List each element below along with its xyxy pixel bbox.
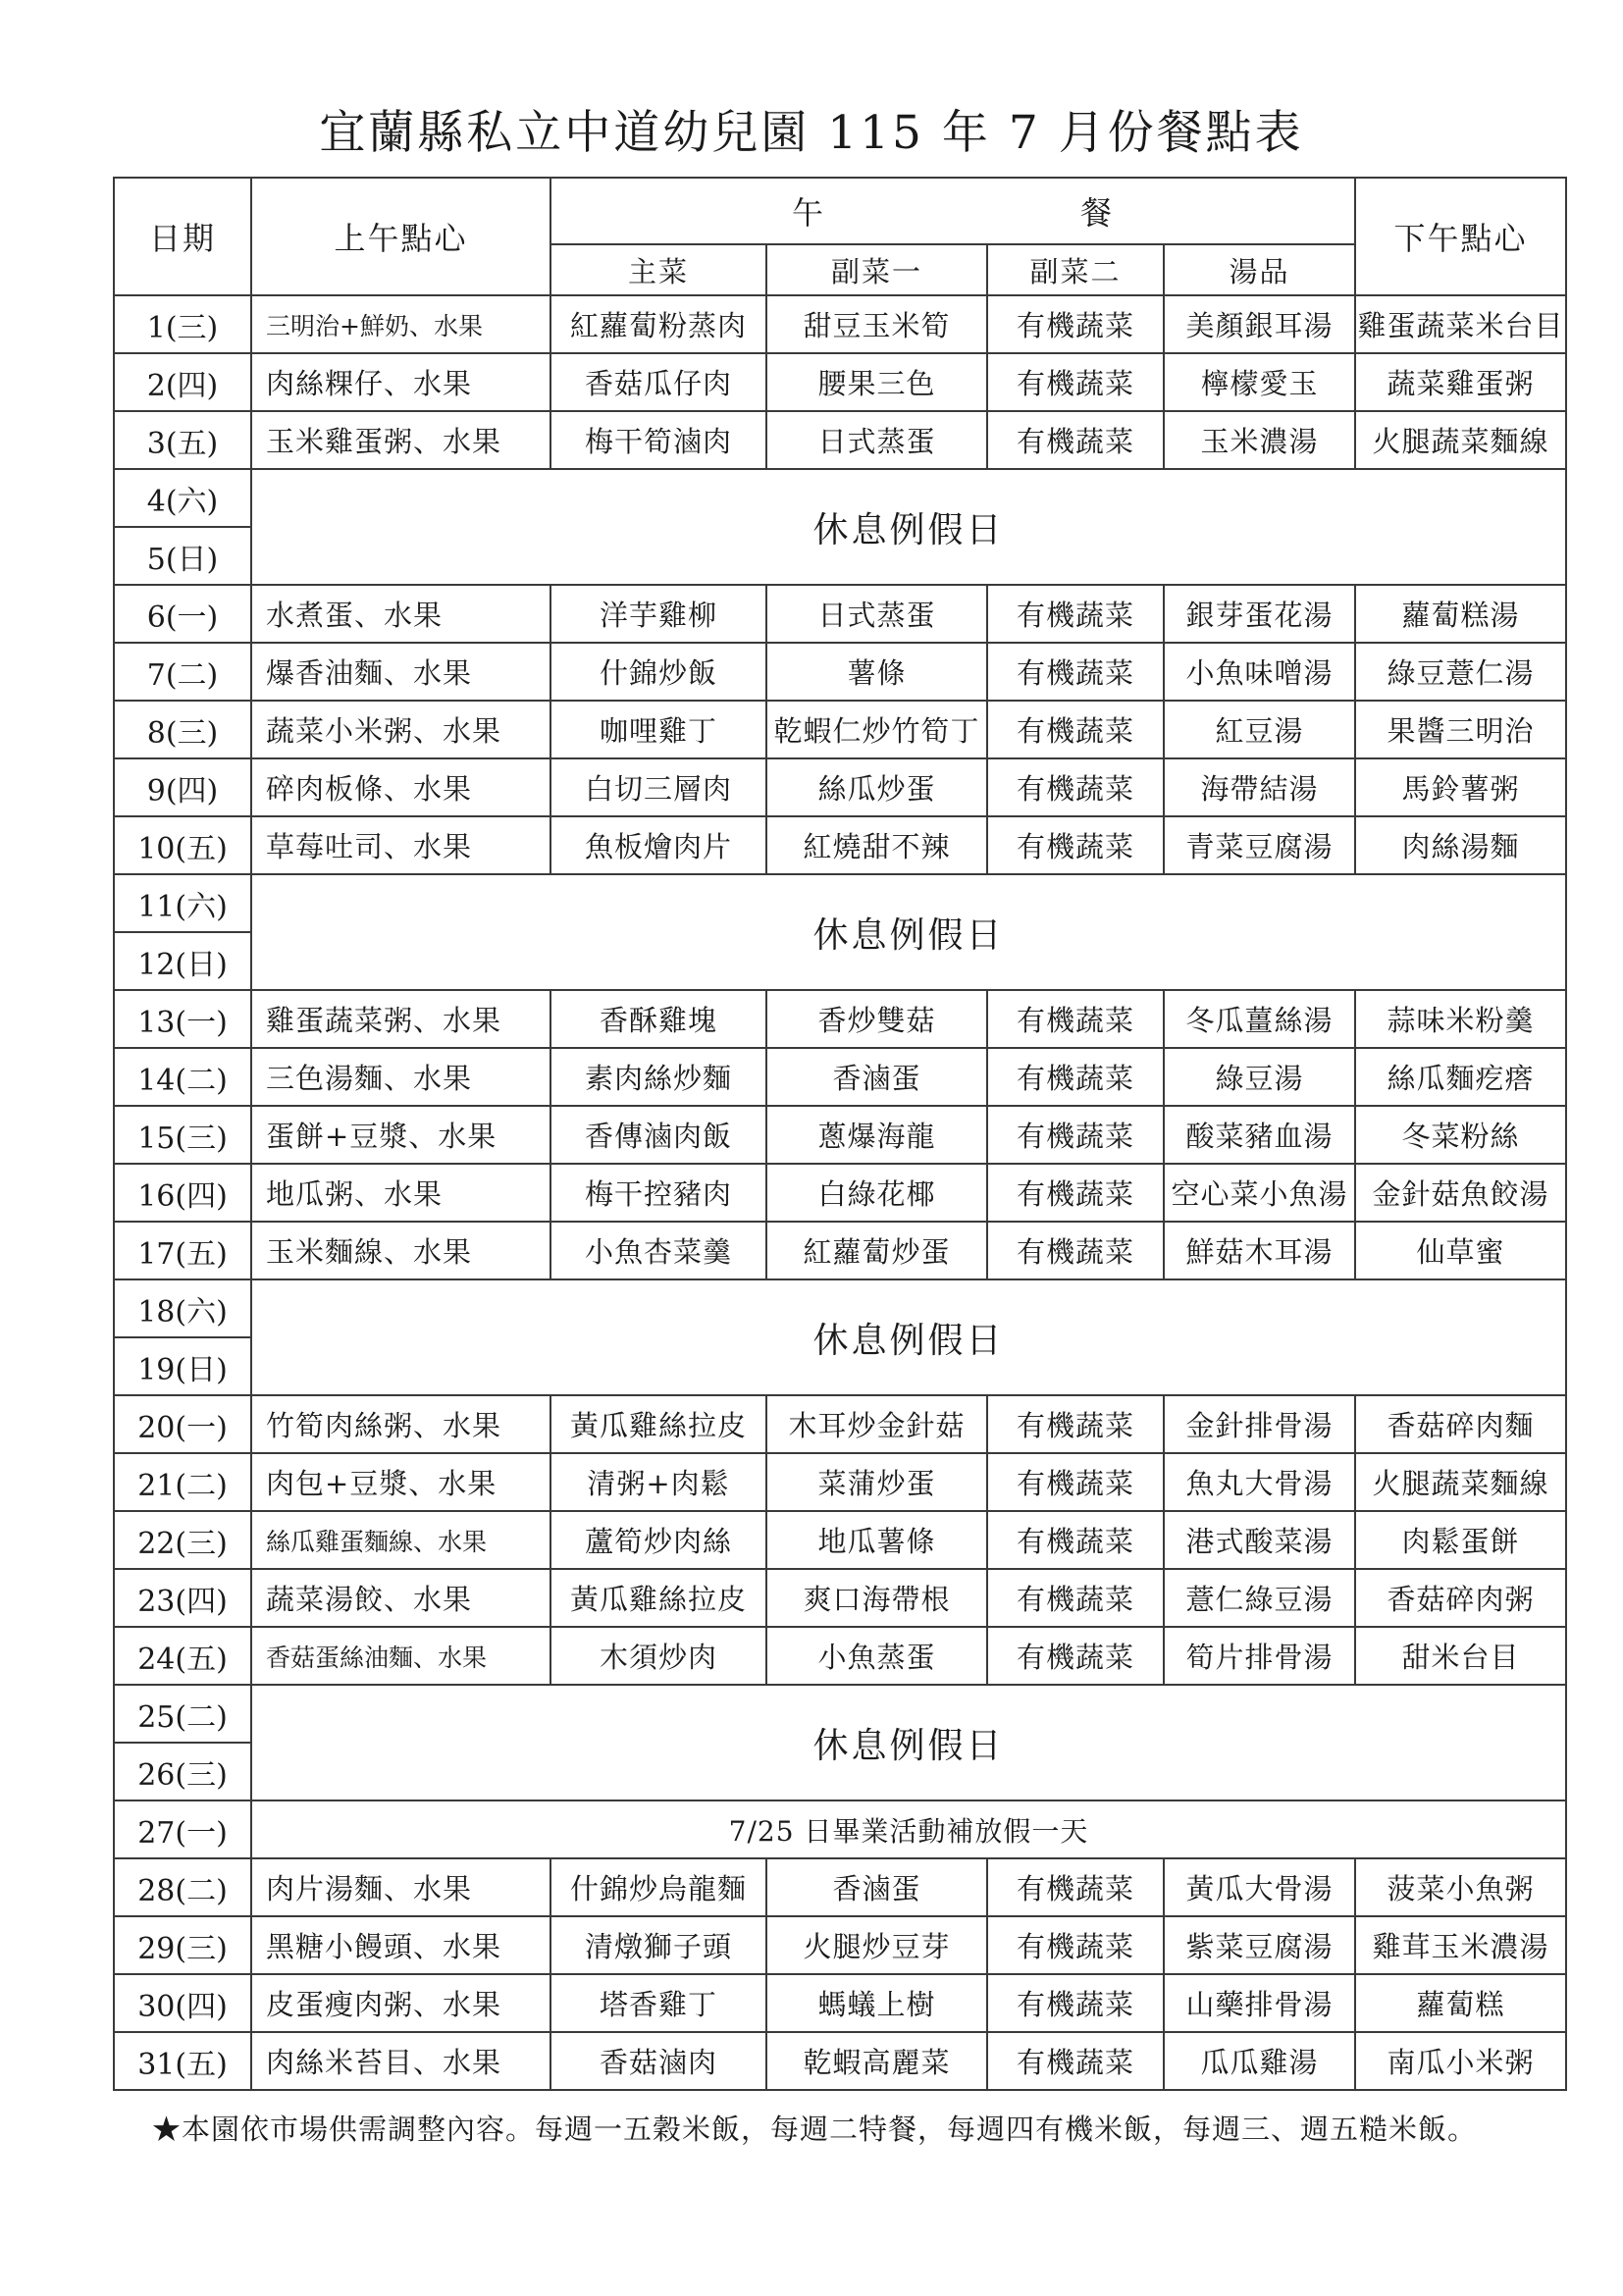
date-cell: 25(二)	[114, 1685, 251, 1743]
date-cell: 21(二)	[114, 1453, 251, 1511]
side-dish-one-cell: 蔥爆海龍	[766, 1106, 987, 1164]
main-dish-cell: 什錦炒飯	[550, 643, 766, 701]
table-row	[114, 990, 1566, 1048]
side-dish-one-cell: 火腿炒豆芽	[766, 1916, 987, 1974]
side-dish-two-cell: 有機蔬菜	[987, 1858, 1164, 1916]
header-lunch	[550, 178, 1355, 244]
main-dish-cell: 梅干筍滷肉	[550, 411, 766, 469]
side-dish-one-cell: 紅燒甜不辣	[766, 816, 987, 874]
am-snack-cell: 蛋餅+豆漿、水果	[251, 1106, 550, 1164]
holiday-row	[114, 1279, 1566, 1337]
table-row	[114, 1858, 1566, 1916]
pm-snack-cell: 火腿蔬菜麵線	[1355, 1453, 1566, 1511]
am-snack-cell: 香菇蛋絲油麵、水果	[251, 1627, 550, 1685]
pm-snack-cell: 綠豆薏仁湯	[1355, 643, 1566, 701]
soup-cell: 紅豆湯	[1164, 701, 1355, 758]
main-dish-cell: 蘆筍炒肉絲	[550, 1511, 766, 1569]
holiday-label: 休息例假日	[251, 469, 1566, 585]
main-dish-cell: 木須炒肉	[550, 1627, 766, 1685]
notice-row	[114, 1800, 1566, 1858]
soup-cell: 筍片排骨湯	[1164, 1627, 1355, 1685]
soup-cell: 檸檬愛玉	[1164, 353, 1355, 411]
soup-cell: 小魚味噌湯	[1164, 643, 1355, 701]
side-dish-two-cell: 有機蔬菜	[987, 758, 1164, 816]
am-snack-cell: 草莓吐司、水果	[251, 816, 550, 874]
side-dish-two-cell: 有機蔬菜	[987, 1511, 1164, 1569]
side-dish-two-cell: 有機蔬菜	[987, 1048, 1164, 1106]
side-dish-one-cell: 白綠花椰	[766, 1164, 987, 1222]
date-cell: 7(二)	[114, 643, 251, 701]
am-snack-cell: 肉絲粿仔、水果	[251, 353, 550, 411]
am-snack-cell: 三色湯麵、水果	[251, 1048, 550, 1106]
side-dish-two-cell: 有機蔬菜	[987, 1222, 1164, 1279]
header-date: 日期	[114, 178, 251, 295]
footnote: ★本園依市場供需調整內容。每週一五穀米飯，每週二特餐，每週四有機米飯，每週三、週五糙米飯。	[152, 2113, 1478, 2146]
meal-table-body	[114, 295, 1566, 2090]
side-dish-one-cell: 爽口海帶根	[766, 1569, 987, 1627]
notice-label: 7/25 日畢業活動補放假一天	[251, 1800, 1566, 1858]
header-am-snack: 上午點心	[251, 178, 550, 295]
date-cell: 12(日)	[114, 932, 251, 990]
am-snack-cell: 雞蛋蔬菜粥、水果	[251, 990, 550, 1048]
side-dish-two-cell: 有機蔬菜	[987, 701, 1164, 758]
soup-cell: 魚丸大骨湯	[1164, 1453, 1355, 1511]
am-snack-cell: 玉米雞蛋粥、水果	[251, 411, 550, 469]
date-cell: 11(六)	[114, 874, 251, 932]
side-dish-two-cell: 有機蔬菜	[987, 1627, 1164, 1685]
side-dish-two-cell: 有機蔬菜	[987, 990, 1164, 1048]
am-snack-cell: 水煮蛋、水果	[251, 585, 550, 643]
am-snack-cell: 蔬菜小米粥、水果	[251, 701, 550, 758]
table-row	[114, 701, 1566, 758]
pm-snack-cell: 蘿蔔糕湯	[1355, 585, 1566, 643]
side-dish-one-cell: 薯條	[766, 643, 987, 701]
date-cell: 14(二)	[114, 1048, 251, 1106]
date-cell: 18(六)	[114, 1279, 251, 1337]
soup-cell: 金針排骨湯	[1164, 1395, 1355, 1453]
soup-cell: 薏仁綠豆湯	[1164, 1569, 1355, 1627]
side-dish-one-cell: 菜蒲炒蛋	[766, 1453, 987, 1511]
side-dish-one-cell: 日式蒸蛋	[766, 411, 987, 469]
am-snack-cell: 地瓜粥、水果	[251, 1164, 550, 1222]
pm-snack-cell: 南瓜小米粥	[1355, 2032, 1566, 2090]
main-dish-cell: 黃瓜雞絲拉皮	[550, 1395, 766, 1453]
main-dish-cell: 咖哩雞丁	[550, 701, 766, 758]
main-dish-cell: 香酥雞塊	[550, 990, 766, 1048]
side-dish-two-cell: 有機蔬菜	[987, 353, 1164, 411]
date-cell: 3(五)	[114, 411, 251, 469]
date-cell: 29(三)	[114, 1916, 251, 1974]
date-cell: 4(六)	[114, 469, 251, 527]
date-cell: 16(四)	[114, 1164, 251, 1222]
holiday-label: 休息例假日	[251, 1685, 1566, 1800]
pm-snack-cell: 馬鈴薯粥	[1355, 758, 1566, 816]
table-row	[114, 411, 1566, 469]
side-dish-one-cell: 地瓜薯條	[766, 1511, 987, 1569]
pm-snack-cell: 蒜味米粉羹	[1355, 990, 1566, 1048]
side-dish-two-cell: 有機蔬菜	[987, 1916, 1164, 1974]
main-dish-cell: 素肉絲炒麵	[550, 1048, 766, 1106]
pm-snack-cell: 火腿蔬菜麵線	[1355, 411, 1566, 469]
side-dish-one-cell: 木耳炒金針菇	[766, 1395, 987, 1453]
am-snack-cell: 竹筍肉絲粥、水果	[251, 1395, 550, 1453]
table-row	[114, 1164, 1566, 1222]
date-cell: 30(四)	[114, 1974, 251, 2032]
main-dish-cell: 香傳滷肉飯	[550, 1106, 766, 1164]
table-row	[114, 1048, 1566, 1106]
side-dish-two-cell: 有機蔬菜	[987, 2032, 1164, 2090]
pm-snack-cell: 甜米台目	[1355, 1627, 1566, 1685]
soup-cell: 港式酸菜湯	[1164, 1511, 1355, 1569]
header-side2: 副菜二	[987, 244, 1164, 295]
table-row	[114, 585, 1566, 643]
date-cell: 22(三)	[114, 1511, 251, 1569]
side-dish-one-cell: 乾蝦高麗菜	[766, 2032, 987, 2090]
side-dish-two-cell: 有機蔬菜	[987, 1974, 1164, 2032]
meal-table	[113, 177, 1567, 2091]
date-cell: 8(三)	[114, 701, 251, 758]
table-row	[114, 758, 1566, 816]
main-dish-cell: 魚板燴肉片	[550, 816, 766, 874]
soup-cell: 山藥排骨湯	[1164, 1974, 1355, 2032]
date-cell: 1(三)	[114, 295, 251, 353]
am-snack-cell: 皮蛋瘦肉粥、水果	[251, 1974, 550, 2032]
side-dish-one-cell: 紅蘿蔔炒蛋	[766, 1222, 987, 1279]
side-dish-one-cell: 香滷蛋	[766, 1048, 987, 1106]
table-row	[114, 1511, 1566, 1569]
main-dish-cell: 洋芋雞柳	[550, 585, 766, 643]
header-lunch-left: 午	[792, 194, 826, 232]
soup-cell: 綠豆湯	[1164, 1048, 1355, 1106]
table-row	[114, 1916, 1566, 1974]
side-dish-one-cell: 香炒雙菇	[766, 990, 987, 1048]
date-cell: 9(四)	[114, 758, 251, 816]
side-dish-two-cell: 有機蔬菜	[987, 1395, 1164, 1453]
pm-snack-cell: 冬菜粉絲	[1355, 1106, 1566, 1164]
side-dish-two-cell: 有機蔬菜	[987, 1106, 1164, 1164]
pm-snack-cell: 蘿蔔糕	[1355, 1974, 1566, 2032]
soup-cell: 冬瓜薑絲湯	[1164, 990, 1355, 1048]
main-dish-cell: 清粥+肉鬆	[550, 1453, 766, 1511]
table-row	[114, 1106, 1566, 1164]
date-cell: 28(二)	[114, 1858, 251, 1916]
soup-cell: 黃瓜大骨湯	[1164, 1858, 1355, 1916]
am-snack-cell: 絲瓜雞蛋麵線、水果	[251, 1511, 550, 1569]
side-dish-two-cell: 有機蔬菜	[987, 1569, 1164, 1627]
am-snack-cell: 爆香油麵、水果	[251, 643, 550, 701]
date-cell: 17(五)	[114, 1222, 251, 1279]
main-dish-cell: 紅蘿蔔粉蒸肉	[550, 295, 766, 353]
table-row	[114, 1569, 1566, 1627]
pm-snack-cell: 雞茸玉米濃湯	[1355, 1916, 1566, 1974]
soup-cell: 紫菜豆腐湯	[1164, 1916, 1355, 1974]
main-dish-cell: 黃瓜雞絲拉皮	[550, 1569, 766, 1627]
holiday-row	[114, 874, 1566, 932]
side-dish-one-cell: 小魚蒸蛋	[766, 1627, 987, 1685]
soup-cell: 玉米濃湯	[1164, 411, 1355, 469]
table-row	[114, 1453, 1566, 1511]
table-row	[114, 643, 1566, 701]
holiday-row	[114, 1685, 1566, 1743]
main-dish-cell: 小魚杏菜羹	[550, 1222, 766, 1279]
header-side1: 副菜一	[766, 244, 987, 295]
side-dish-one-cell: 日式蒸蛋	[766, 585, 987, 643]
header-pm-snack: 下午點心	[1355, 178, 1566, 295]
side-dish-one-cell: 乾蝦仁炒竹筍丁	[766, 701, 987, 758]
soup-cell: 海帶結湯	[1164, 758, 1355, 816]
main-dish-cell: 香菇滷肉	[550, 2032, 766, 2090]
am-snack-cell: 肉絲米苔目、水果	[251, 2032, 550, 2090]
am-snack-cell: 蔬菜湯餃、水果	[251, 1569, 550, 1627]
pm-snack-cell: 仙草蜜	[1355, 1222, 1566, 1279]
am-snack-cell: 玉米麵線、水果	[251, 1222, 550, 1279]
main-dish-cell: 白切三層肉	[550, 758, 766, 816]
soup-cell: 美顏銀耳湯	[1164, 295, 1355, 353]
page-title: 宜蘭縣私立中道幼兒園 115 年 7 月份餐點表	[319, 106, 1304, 160]
table-row	[114, 295, 1566, 353]
table-row	[114, 2032, 1566, 2090]
side-dish-two-cell: 有機蔬菜	[987, 411, 1164, 469]
holiday-label: 休息例假日	[251, 874, 1566, 990]
pm-snack-cell: 絲瓜麵疙瘩	[1355, 1048, 1566, 1106]
main-dish-cell: 清燉獅子頭	[550, 1916, 766, 1974]
table-row	[114, 1627, 1566, 1685]
date-cell: 6(一)	[114, 585, 251, 643]
side-dish-one-cell: 香滷蛋	[766, 1858, 987, 1916]
table-row	[114, 1222, 1566, 1279]
main-dish-cell: 什錦炒烏龍麵	[550, 1858, 766, 1916]
pm-snack-cell: 蔬菜雞蛋粥	[1355, 353, 1566, 411]
soup-cell: 青菜豆腐湯	[1164, 816, 1355, 874]
soup-cell: 酸菜豬血湯	[1164, 1106, 1355, 1164]
pm-snack-cell: 雞蛋蔬菜米台目	[1355, 295, 1566, 353]
date-cell: 24(五)	[114, 1627, 251, 1685]
am-snack-cell: 肉片湯麵、水果	[251, 1858, 550, 1916]
holiday-row	[114, 469, 1566, 527]
side-dish-two-cell: 有機蔬菜	[987, 1164, 1164, 1222]
table-row	[114, 1974, 1566, 2032]
side-dish-two-cell: 有機蔬菜	[987, 643, 1164, 701]
holiday-label: 休息例假日	[251, 1279, 1566, 1395]
am-snack-cell: 黑糖小饅頭、水果	[251, 1916, 550, 1974]
table-row	[114, 353, 1566, 411]
side-dish-one-cell: 腰果三色	[766, 353, 987, 411]
pm-snack-cell: 果醬三明治	[1355, 701, 1566, 758]
main-dish-cell: 梅干控豬肉	[550, 1164, 766, 1222]
table-row	[114, 816, 1566, 874]
date-cell: 27(一)	[114, 1800, 251, 1858]
side-dish-two-cell: 有機蔬菜	[987, 816, 1164, 874]
date-cell: 5(日)	[114, 527, 251, 585]
date-cell: 31(五)	[114, 2032, 251, 2090]
date-cell: 2(四)	[114, 353, 251, 411]
side-dish-two-cell: 有機蔬菜	[987, 295, 1164, 353]
pm-snack-cell: 金針菇魚餃湯	[1355, 1164, 1566, 1222]
side-dish-one-cell: 絲瓜炒蛋	[766, 758, 987, 816]
header-lunch-right: 餐	[1080, 194, 1115, 232]
pm-snack-cell: 香菇碎肉麵	[1355, 1395, 1566, 1453]
am-snack-cell: 肉包+豆漿、水果	[251, 1453, 550, 1511]
main-dish-cell: 塔香雞丁	[550, 1974, 766, 2032]
soup-cell: 空心菜小魚湯	[1164, 1164, 1355, 1222]
soup-cell: 銀芽蛋花湯	[1164, 585, 1355, 643]
date-cell: 26(三)	[114, 1743, 251, 1800]
header-soup: 湯品	[1164, 244, 1355, 295]
date-cell: 10(五)	[114, 816, 251, 874]
side-dish-one-cell: 甜豆玉米筍	[766, 295, 987, 353]
am-snack-cell: 三明治+鮮奶、水果	[251, 295, 550, 353]
soup-cell: 瓜瓜雞湯	[1164, 2032, 1355, 2090]
date-cell: 20(一)	[114, 1395, 251, 1453]
date-cell: 19(日)	[114, 1337, 251, 1395]
main-dish-cell: 香菇瓜仔肉	[550, 353, 766, 411]
pm-snack-cell: 菠菜小魚粥	[1355, 1858, 1566, 1916]
table-row	[114, 1395, 1566, 1453]
side-dish-two-cell: 有機蔬菜	[987, 585, 1164, 643]
pm-snack-cell: 肉絲湯麵	[1355, 816, 1566, 874]
date-cell: 23(四)	[114, 1569, 251, 1627]
am-snack-cell: 碎肉板條、水果	[251, 758, 550, 816]
soup-cell: 鮮菇木耳湯	[1164, 1222, 1355, 1279]
side-dish-two-cell: 有機蔬菜	[987, 1453, 1164, 1511]
pm-snack-cell: 肉鬆蛋餅	[1355, 1511, 1566, 1569]
date-cell: 15(三)	[114, 1106, 251, 1164]
header-main: 主菜	[550, 244, 766, 295]
side-dish-one-cell: 螞蟻上樹	[766, 1974, 987, 2032]
date-cell: 13(一)	[114, 990, 251, 1048]
pm-snack-cell: 香菇碎肉粥	[1355, 1569, 1566, 1627]
